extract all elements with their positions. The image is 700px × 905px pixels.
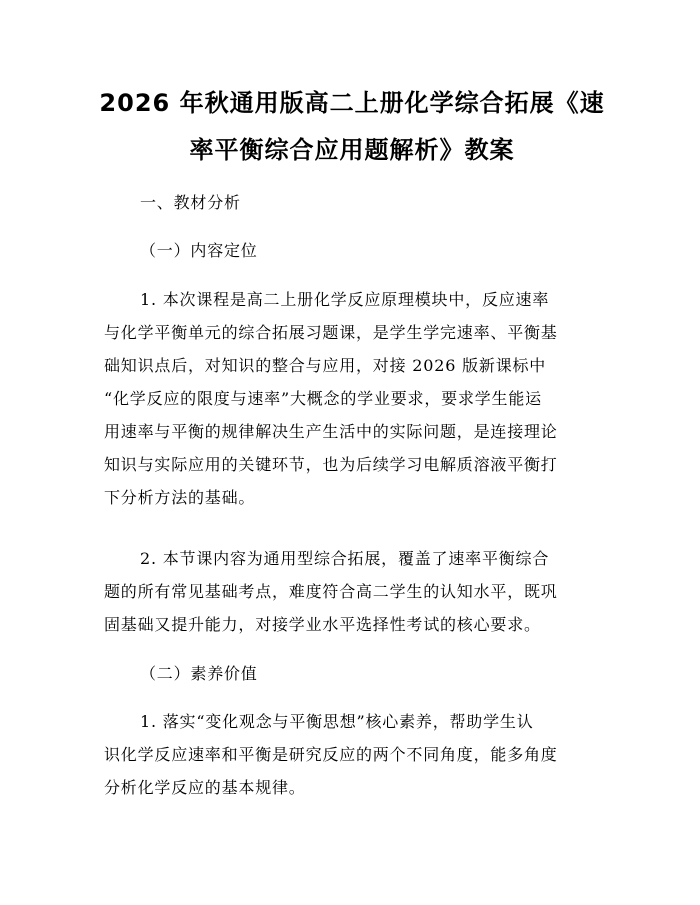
paragraph-line: 1. 落实“变化观念与平衡思想”核心素养，帮助学生认 <box>140 712 534 731</box>
paragraph-line: 1. 本次课程是高二上册化学反应原理模块中，反应速率 <box>140 290 550 309</box>
paragraph-line: 知识与实际应用的关键环节，也为后续学习电解质溶液平衡打 <box>104 455 558 474</box>
paragraph-line: 础知识点后，对知识的整合与应用，对接 2026 版新课标中 <box>104 356 547 375</box>
section-heading: 一、教材分析 <box>140 193 241 212</box>
paragraph-line: 识化学反应速率和平衡是研究反应的两个不同角度，能多角度 <box>104 745 558 764</box>
document-title-line-2: 率平衡综合应用题解析》教案 <box>189 136 515 164</box>
paragraph-line: 固基础又提升能力，对接学业水平选择性考试的核心要求。 <box>104 615 541 634</box>
paragraph-line: 2. 本节课内容为通用型综合拓展，覆盖了速率平衡综合 <box>140 549 550 568</box>
paragraph-line: 下分析方法的基础。 <box>104 488 256 507</box>
paragraph-line: 用速率与平衡的规律解决生产生活中的实际问题，是连接理论 <box>104 422 558 441</box>
paragraph-line: 题的所有常见基础考点，难度符合高二学生的认知水平，既巩 <box>104 582 558 601</box>
paragraph-line: 分析化学反应的基本规律。 <box>104 778 306 797</box>
subsection-heading: （二）素养价值 <box>140 664 258 683</box>
subsection-heading: （一）内容定位 <box>140 241 258 260</box>
paragraph-line: 与化学平衡单元的综合拓展习题课，是学生学完速率、平衡基 <box>104 323 558 342</box>
paragraph-line: “化学反应的限度与速率”大概念的学业要求，要求学生能运 <box>104 389 542 408</box>
document-title-line-1: 2026 年秋通用版高二上册化学综合拓展《速 <box>99 89 605 117</box>
